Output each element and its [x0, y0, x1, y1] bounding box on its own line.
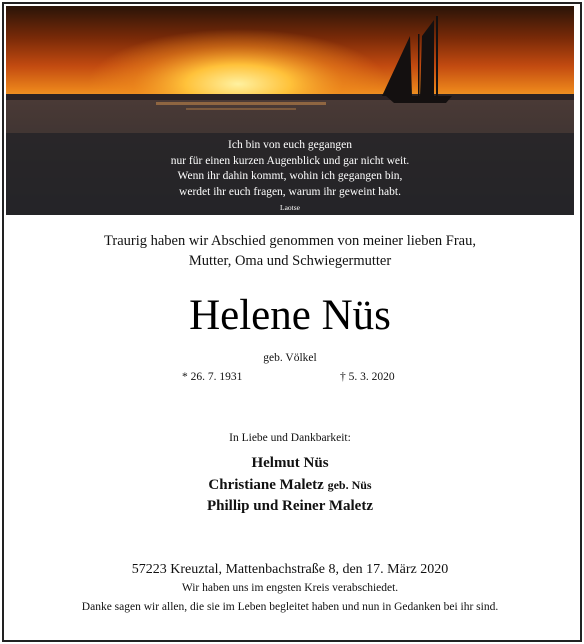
mourners-list	[6, 453, 574, 518]
intro-line-2: Mutter, Oma und Schwiegermutter	[188, 253, 392, 269]
intro-text	[6, 231, 574, 271]
mourners-heading: In Liebe und Dankbarkeit:	[229, 432, 351, 444]
mourner-name	[6, 475, 574, 497]
maiden-name: geb. Völkel	[263, 352, 317, 364]
poem-line: werdet ihr euch fragen, warum ihr geweint habt.	[179, 185, 401, 198]
life-dates	[6, 369, 574, 389]
poem-line: Wenn ihr dahin kommt, wohin ich gegangen bin,	[177, 170, 403, 182]
mourner-name: Phillip und Reiner Maletz	[207, 498, 373, 514]
poem-author: Laotse	[280, 203, 300, 212]
poem-overlay	[6, 133, 574, 215]
poem-line: Ich bin von euch gegangen	[228, 139, 352, 151]
birth-date: * 26. 7. 1931	[182, 371, 243, 383]
deceased-name: Helene Nüs	[189, 292, 391, 339]
place-and-date: 57223 Kreuztal, Mattenbachstraße 8, den 17. März 2020	[131, 561, 449, 577]
closing-note-1: Wir haben uns im engsten Kreis verabschiedet.	[181, 581, 399, 594]
intro-line-1: Traurig haben wir Abschied genommen von meiner lieben Frau,	[104, 233, 476, 249]
closing-note-2: Danke sagen wir allen, die sie im Leben begleitet haben und nun in Gedanken bei ihr sind.	[81, 600, 499, 613]
poem-line: nur für einen kurzen Augenblick und gar nicht weit.	[170, 154, 410, 167]
mourner-name: Helmut Nüs	[251, 455, 329, 471]
death-date: † 5. 3. 2020	[340, 371, 395, 383]
mourner-name-text: Christiane Maletz	[208, 476, 324, 493]
closing-notes	[6, 579, 574, 617]
mourner-name-suffix: geb. Nüs	[327, 477, 372, 492]
obituary-text	[6, 215, 574, 617]
sunset-photo	[6, 6, 574, 215]
